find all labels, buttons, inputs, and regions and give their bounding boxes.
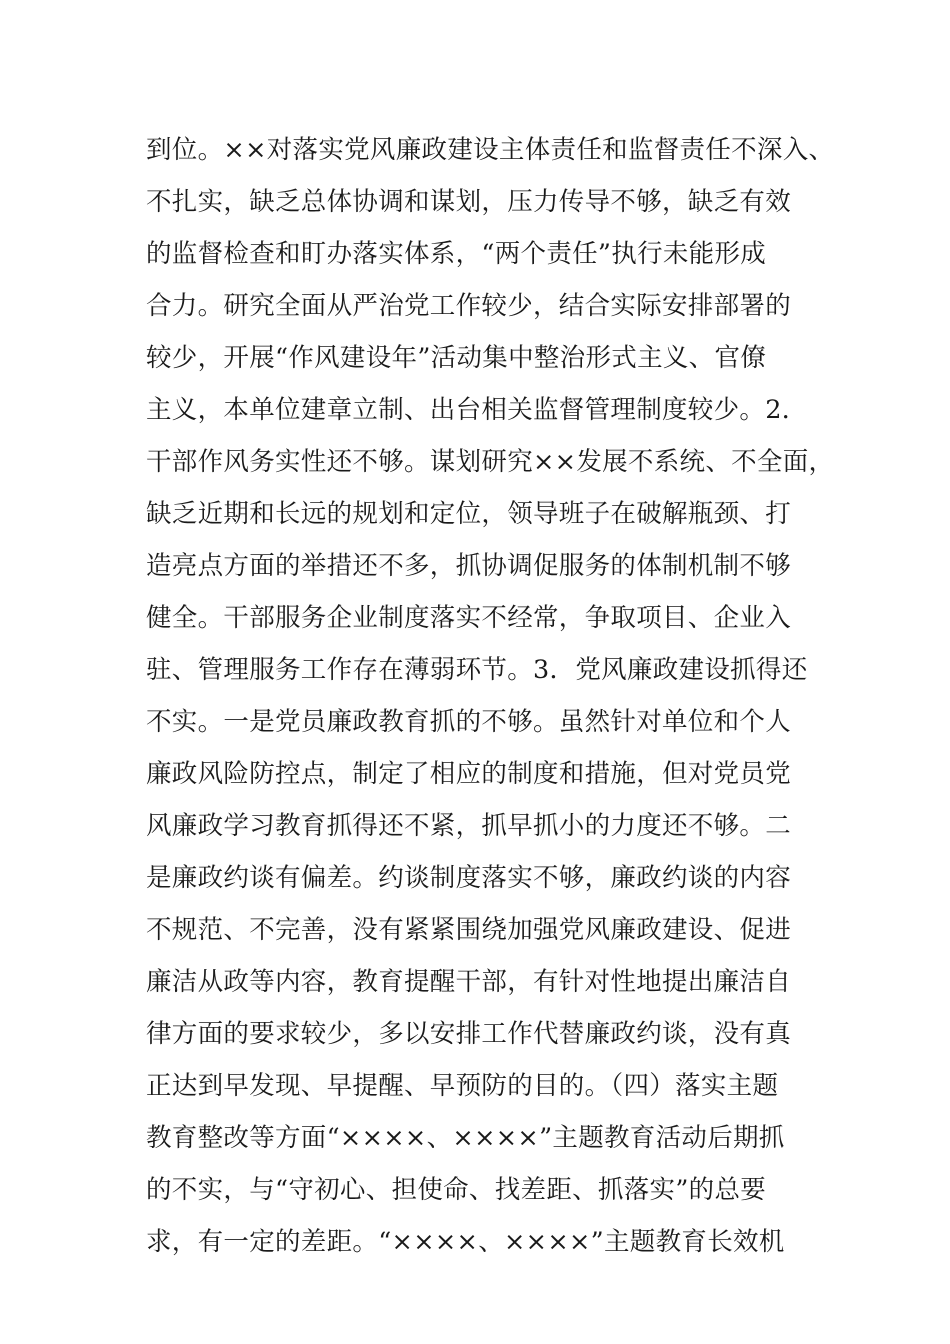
- text-line: 不扎实，缺乏总体协调和谋划，压力传导不够，缺乏有效: [146, 187, 792, 217]
- text-line: 的监督检查和盯办落实体系，“两个责任”执行未能形成: [146, 239, 767, 269]
- text-line: 不实。一是党员廉政教育抓的不够。虽然针对单位和个人: [146, 707, 792, 737]
- text-line: 廉洁从政等内容，教育提醒干部，有针对性地提出廉洁自: [146, 967, 792, 997]
- text-line: 健全。干部服务企业制度落实不经常，争取项目、企业入: [146, 603, 792, 633]
- text-line: 是廉政约谈有偏差。约谈制度落实不够，廉政约谈的内容: [146, 863, 792, 893]
- text-line: 干部作风务实性还不够。谋划研究××发展不系统、不全面，: [146, 447, 835, 477]
- text-line: 主义，本单位建章立制、出台相关监督管理制度较少。2．: [146, 395, 808, 425]
- text-line: 教育整改等方面“××××、××××”主题教育活动后期抓: [146, 1123, 785, 1153]
- text-line: 求，有一定的差距。“××××、××××”主题教育长效机: [146, 1227, 785, 1257]
- text-line: 到位。××对落实党风廉政建设主体责任和监督责任不深入、: [146, 135, 835, 165]
- text-line: 廉政风险防控点，制定了相应的制度和措施，但对党员党: [146, 759, 792, 789]
- text-line: 律方面的要求较少，多以安排工作代替廉政约谈，没有真: [146, 1019, 792, 1049]
- text-line: 合力。研究全面从严治党工作较少，结合实际安排部署的: [146, 291, 792, 321]
- text-line: 正达到早发现、早提醒、早预防的目的。（四）落实主题: [146, 1071, 779, 1101]
- text-line: 造亮点方面的举措还不多，抓协调促服务的体制机制不够: [146, 551, 792, 581]
- text-line: 的不实，与“守初心、担使命、找差距、抓落实”的总要: [146, 1175, 767, 1205]
- text-line: 驻、管理服务工作存在薄弱环节。3．党风廉政建设抓得还: [146, 655, 808, 685]
- text-line: 缺乏近期和长远的规划和定位，领导班子在破解瓶颈、打: [146, 499, 792, 529]
- text-line: 风廉政学习教育抓得还不紧，抓早抓小的力度还不够。二: [146, 811, 792, 841]
- text-line: 不规范、不完善，没有紧紧围绕加强党风廉政建设、促进: [146, 915, 792, 945]
- body-text: [146, 124, 846, 1268]
- text-line: 较少，开展“作风建设年”活动集中整治形式主义、官僚: [146, 343, 767, 373]
